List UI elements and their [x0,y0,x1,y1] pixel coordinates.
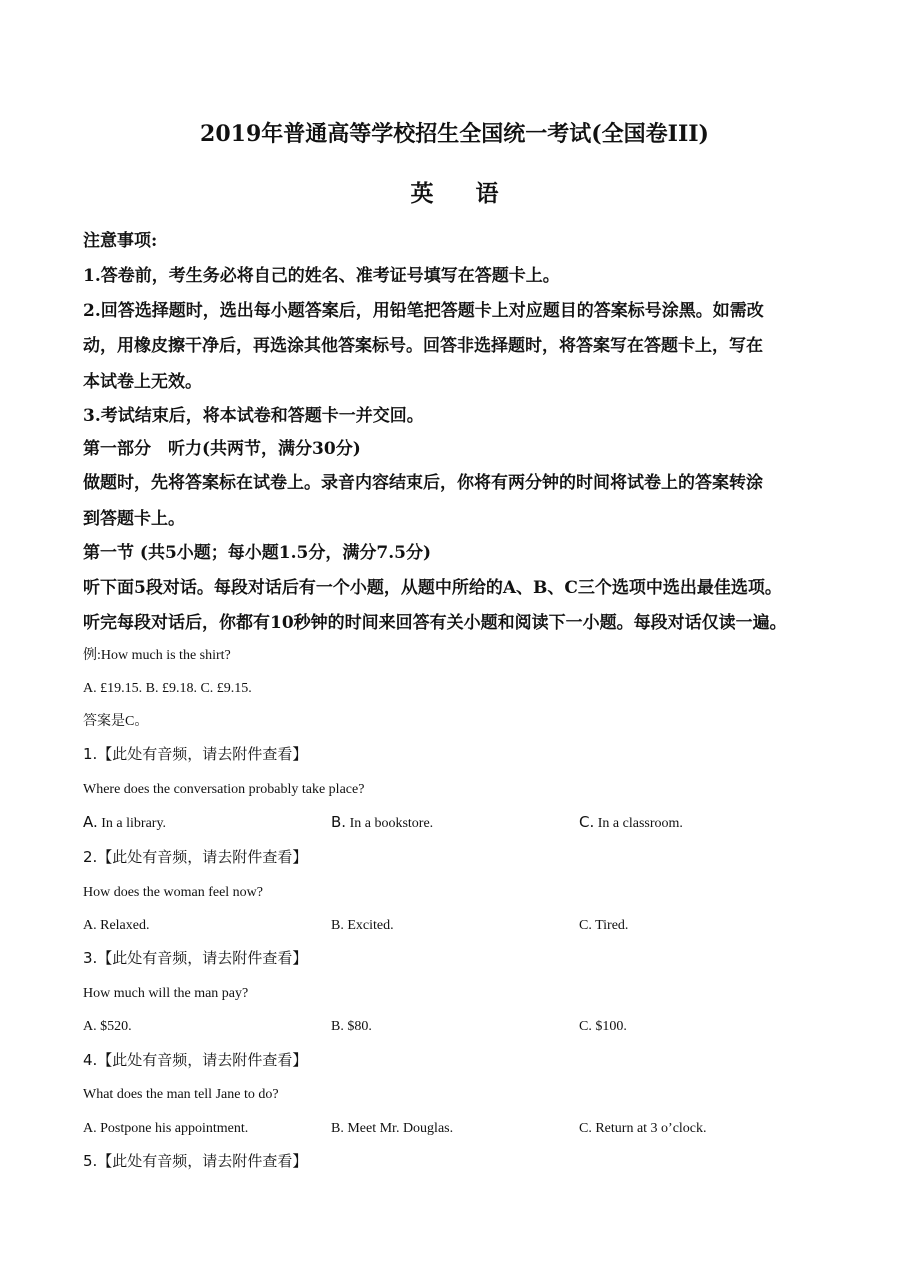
question-2-text: How does the woman feel now? [83,885,264,900]
option-text: In a classroom. [597,816,683,831]
question-1-option-a[interactable] [83,812,166,834]
option-letter: C. [579,813,595,831]
question-3-header: 3.【此处有音频，请去附件查看】 [83,949,308,967]
question-4-header: 4.【此处有音频，请去附件查看】 [83,1051,308,1069]
question-3-option-b[interactable]: B. $80. [331,1019,372,1034]
note-item-2-line-1: 2.回答选择题时，选出每小题答案后，用铅笔把答题卡上对应题目的答案标号涂黑。如需改 [83,301,764,321]
section1-heading: 第一节 (共5小题；每小题1.5分，满分7.5分) [83,543,431,563]
question-1-header: 1.【此处有音频，请去附件查看】 [83,745,308,763]
question-3-option-a[interactable]: A. $520. [83,1019,132,1034]
part1-heading: 第一部分 听力(共两节，满分30分) [83,439,361,459]
example-answer: 答案是C。 [83,714,149,729]
exam-title: 2019年普通高等学校招生全国统一考试(全国卷III) [200,121,709,147]
option-letter: B. [331,813,347,831]
section1-instruction-line-1: 听下面5段对话。每段对话后有一个小题，从题中所给的A、B、C三个选项中选出最佳选项。 [83,578,782,598]
note-item-2-line-2: 动，用橡皮擦干净后，再选涂其他答案标号。回答非选择题时，将答案写在答题卡上，写在 [83,336,763,356]
option-text: In a library. [101,816,167,831]
question-4-option-b[interactable]: B. Meet Mr. Douglas. [331,1121,454,1136]
example-options: A. £19.15. B. £9.18. C. £9.15. [83,681,252,696]
section1-instruction-line-2: 听完每段对话后，你都有10秒钟的时间来回答有关小题和阅读下一小题。每段对话仅读一遍。 [83,613,787,633]
exam-subject: 英语 [410,180,541,207]
question-4-option-a[interactable]: A. Postpone his appointment. [83,1121,249,1136]
question-1-text: Where does the conversation probably take place? [83,782,365,797]
question-1-option-b[interactable] [331,812,433,834]
question-4-text: What does the man tell Jane to do? [83,1087,279,1102]
question-2-header: 2.【此处有音频，请去附件查看】 [83,848,308,866]
question-4-option-c[interactable]: C. Return at 3 o’clock. [579,1121,707,1136]
question-3-text: How much will the man pay? [83,986,249,1001]
question-3-option-c[interactable]: C. $100. [579,1019,627,1034]
option-text: In a bookstore. [349,816,434,831]
option-letter: A. [83,813,98,831]
question-2-option-b[interactable]: B. Excited. [331,918,394,933]
question-2-option-a[interactable]: A. Relaxed. [83,918,150,933]
note-item-2-line-3: 本试卷上无效。 [83,372,202,392]
notes-heading: 注意事项: [83,231,158,251]
question-1-option-c[interactable] [579,812,683,834]
part1-instruction-line-1: 做题时，先将答案标在试卷上。录音内容结束后，你将有两分钟的时间将试卷上的答案转涂 [83,473,763,493]
part1-instruction-line-2: 到答题卡上。 [83,509,185,529]
question-5-header: 5.【此处有音频，请去附件查看】 [83,1152,308,1170]
question-2-option-c[interactable]: C. Tired. [579,918,629,933]
note-item-3: 3.考试结束后，将本试卷和答题卡一并交回。 [83,406,424,426]
note-item-1: 1.答卷前，考生务必将自己的姓名、准考证号填写在答题卡上。 [83,266,560,286]
example-question: 例:How much is the shirt? [83,648,231,663]
